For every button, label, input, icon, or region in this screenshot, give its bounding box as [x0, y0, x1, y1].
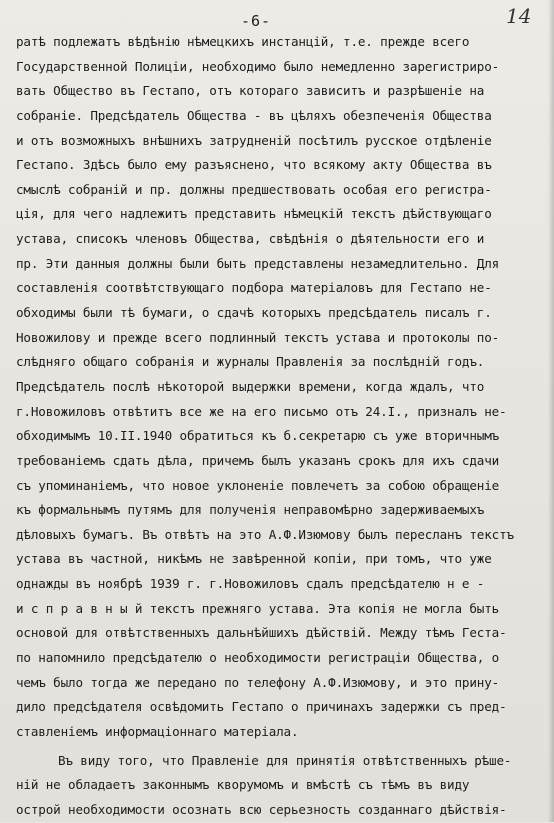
text-line: собраніе. Предсѣдатель Общества - въ цѣляхъ обезпеченія Общества	[16, 107, 492, 123]
text-line: по напомнило предсѣдателю о необходимости регистраціи Общества, о	[16, 650, 500, 666]
text-line: ратѣ подлежатъ вѣдѣнію нѣмецкихъ инстанцій, т.е. прежде всего	[16, 34, 470, 49]
text-line: однажды въ ноябрѣ 1939 г. г.Новожиловъ сдалъ предсѣдателю н е -	[16, 576, 485, 592]
text-line: обходимы были тѣ бумаги, о сдачѣ которыхъ предсѣдатель писалъ г.	[16, 305, 492, 321]
text-line: устава въ частной, никѣмъ не завѣренной копіи, при томъ, что уже	[16, 551, 492, 567]
text-line: слѣдняго общаго собранія и журналы Правленія за послѣдній годъ.	[16, 354, 485, 370]
text-line: пр. Эти данныя должны были быть представлены незамедлительно. Для	[16, 255, 500, 271]
text-line: вать Общество въ Гестапо, отъ котораго зависитъ и разрѣшеніе на	[16, 83, 485, 99]
page-number: -6-	[241, 12, 272, 30]
text-line: смыслѣ собраній и пр. должны предшествовать особая его регистра-	[16, 181, 492, 197]
text-line: требованіемъ сдать дѣла, причемъ былъ указанъ срокъ для ихъ сдачи	[16, 452, 500, 468]
text-line: къ формальнымъ путямъ для полученія неправомѣрно задерживаемыхъ	[16, 502, 485, 518]
text-line: Гестапо. Здѣсь было ему разъяснено, что всякому акту Общества въ	[16, 157, 492, 173]
text-line: ній не обладаетъ законнымъ кворумомъ и вмѣстѣ съ тѣмъ въ виду	[16, 777, 470, 793]
text-line: г.Новожиловъ отвѣтитъ все же на его письмо отъ 24.I., призналъ не-	[16, 403, 507, 419]
paragraph-first-line: Въ виду того, что Правленіе для принятія отвѣтственныхъ рѣше-	[58, 752, 512, 768]
text-line: дѣловыхъ бумагъ. Въ отвѣтъ на это А.Ф.Изюмову былъ пересланъ текстъ	[16, 526, 514, 542]
text-line: дило предсѣдателя освѣдомить Гестапо о причинахъ задержки съ пред-	[16, 699, 507, 715]
text-line: Предсѣдатель послѣ нѣкоторой выдержки времени, когда ждалъ, что	[16, 378, 485, 394]
text-line: составленія соотвѣтствующаго подбора матеріаловъ для Гестапо не-	[16, 280, 492, 296]
text-line: острой необходимости осознать всю серьезность созданнаго дѣйствія-	[16, 801, 507, 817]
text-line: ція, для чего надлежитъ представить нѣмецкій текстъ дѣйствующаго	[16, 206, 492, 222]
text-line: обходимымъ 10.II.1940 обратиться къ б.секретарю съ уже вторичнымъ	[16, 428, 500, 444]
document-text	[16, 30, 548, 823]
page-edge-shadow	[548, 0, 554, 822]
text-line: и отъ возможныхъ внѣшнихъ затрудненій посѣтилъ русское отдѣленіе	[16, 132, 492, 148]
text-line: Новожилову и прежде всего подлинный текстъ устава и протоколы по-	[16, 329, 500, 345]
text-line: ставленіемъ информаціоннаго матеріала.	[16, 723, 299, 739]
text-line: съ упоминаніемъ, что новое уклоненіе повлечетъ за собою обращеніе	[16, 477, 500, 493]
handwritten-folio-number: 14	[506, 4, 532, 28]
text-line: чемъ было тогда же передано по телефону А.Ф.Изюмову, и это прину-	[16, 674, 500, 690]
text-line: устава, списокъ членовъ Общества, свѣдѣнія о дѣятельности его и	[16, 231, 485, 247]
text-line: Государственной Полиціи, необходимо было немедленно зарегистриро-	[16, 58, 500, 74]
text-line: и с п р а в н ы й текстъ прежняго устава. Эта копія не могла быть	[16, 600, 500, 616]
text-line: основой для отвѣтственныхъ дальнѣйшихъ дѣйствій. Между тѣмъ Геста-	[16, 625, 507, 641]
